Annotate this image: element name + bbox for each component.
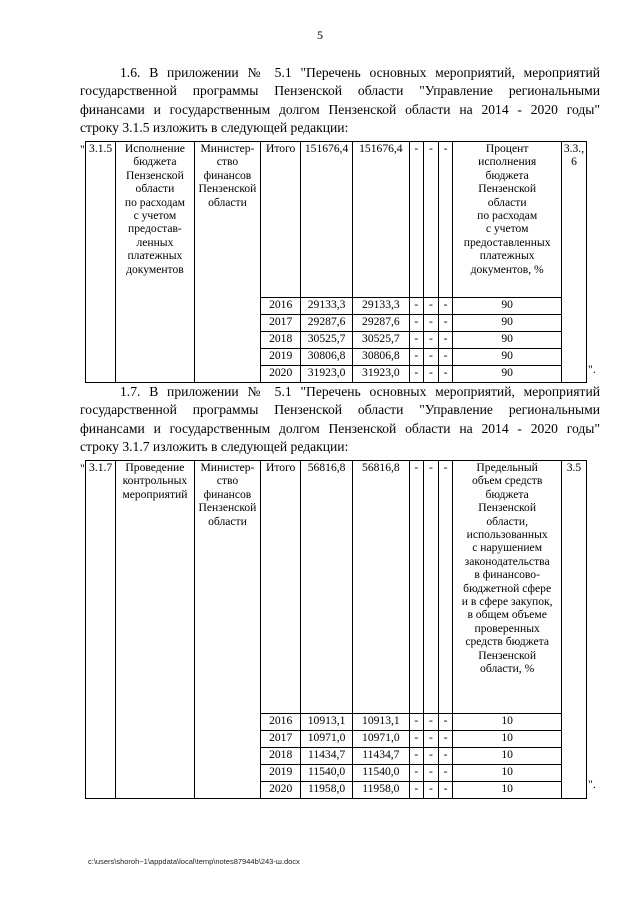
indicator-name: Процент исполнения бюджета Пензенской области по расходам с учетом предоставленных платежных документов, % xyxy=(453,142,562,298)
year: 2018 xyxy=(261,748,301,765)
dash-cell: - xyxy=(424,714,439,731)
dash-cell: - xyxy=(438,461,453,714)
dash-cell: - xyxy=(424,366,439,383)
total-regional: 151676,4 xyxy=(353,142,409,298)
paragraph-line: 1.6. В приложении № 5.1 "Перечень основных мероприятий, мероприятий xyxy=(120,65,600,80)
open-quote: " xyxy=(80,142,85,156)
indicator-value: 10 xyxy=(453,731,562,748)
paragraph-1-7 xyxy=(80,383,600,457)
executor: Министер- ство финансов Пензенской области xyxy=(194,461,261,799)
year: 2019 xyxy=(261,765,301,782)
amount: 29133,3 xyxy=(301,298,353,315)
row-number: 3.1.5 xyxy=(86,142,116,383)
close-quote: ". xyxy=(588,362,596,376)
close-quote: ". xyxy=(588,777,596,791)
year: 2017 xyxy=(261,315,301,332)
indicator-value: 10 xyxy=(453,765,562,782)
paragraph-1-6 xyxy=(80,64,600,138)
dash-cell: - xyxy=(409,731,424,748)
indicator-name: Предельный объем средств бюджета Пензенской области, использованных с нарушением законодательства в финансово- бюджетной сфере и в сфере закупок, в общем объеме проверенных средств бюджета Пензенской области, % xyxy=(453,461,562,714)
amount: 11540,0 xyxy=(301,765,353,782)
year: 2019 xyxy=(261,349,301,366)
year: 2016 xyxy=(261,714,301,731)
indicator-value: 10 xyxy=(453,748,562,765)
total-label: Итого xyxy=(261,461,301,714)
dash-cell: - xyxy=(409,765,424,782)
paragraph-line: финансами и государственным долгом Пензенской области на 2014 - 2020 годы" xyxy=(80,101,600,117)
dash-cell: - xyxy=(409,782,424,799)
amount-regional: 30806,8 xyxy=(353,349,409,366)
dash-cell: - xyxy=(409,349,424,366)
paragraph-line: государственной программы Пензенской области "Управление региональными xyxy=(80,402,600,418)
measure-name: Проведение контрольных мероприятий xyxy=(116,461,194,799)
dash-cell: - xyxy=(424,765,439,782)
link-ref: 3.3., 6 xyxy=(561,142,586,383)
indicator-value: 10 xyxy=(453,782,562,799)
dash-cell: - xyxy=(438,142,453,298)
dash-cell: - xyxy=(409,332,424,349)
dash-cell: - xyxy=(424,782,439,799)
amount: 30806,8 xyxy=(301,349,353,366)
amount-regional: 11540,0 xyxy=(353,765,409,782)
dash-cell: - xyxy=(438,714,453,731)
dash-cell: - xyxy=(438,332,453,349)
dash-cell: - xyxy=(438,315,453,332)
dash-cell: - xyxy=(438,349,453,366)
dash-cell: - xyxy=(424,748,439,765)
year: 2017 xyxy=(261,731,301,748)
dash-cell: - xyxy=(409,366,424,383)
dash-cell: - xyxy=(424,349,439,366)
indicator-value: 90 xyxy=(453,366,562,383)
dash-cell: - xyxy=(409,714,424,731)
table-row-3-1-7 xyxy=(85,460,587,799)
paragraph-line: государственной программы Пензенской области "Управление региональными xyxy=(80,83,600,99)
indicator-value: 10 xyxy=(453,714,562,731)
dash-cell: - xyxy=(438,765,453,782)
paragraph-line: финансами и государственным долгом Пензенской области на 2014 - 2020 годы" xyxy=(80,420,600,436)
dash-cell: - xyxy=(424,731,439,748)
indicator-value: 90 xyxy=(453,349,562,366)
dash-cell: - xyxy=(409,315,424,332)
amount-regional: 29133,3 xyxy=(353,298,409,315)
amount-regional: 11958,0 xyxy=(353,782,409,799)
file-path-footer: c:\users\shoroh~1\appdata\local\temp\notes87944b\243-ш.docx xyxy=(88,857,300,866)
row-number: 3.1.7 xyxy=(86,461,116,799)
open-quote: " xyxy=(80,461,85,475)
total-label: Итого xyxy=(261,142,301,298)
amount: 10913,1 xyxy=(301,714,353,731)
dash-cell: - xyxy=(438,731,453,748)
dash-cell: - xyxy=(438,782,453,799)
amount: 11958,0 xyxy=(301,782,353,799)
page-number: 5 xyxy=(317,28,323,42)
amount-regional: 30525,7 xyxy=(353,332,409,349)
amount: 10971,0 xyxy=(301,731,353,748)
dash-cell: - xyxy=(438,366,453,383)
indicator-value: 90 xyxy=(453,298,562,315)
dash-cell: - xyxy=(409,142,424,298)
dash-cell: - xyxy=(409,461,424,714)
amount-regional: 31923,0 xyxy=(353,366,409,383)
amount-regional: 10971,0 xyxy=(353,731,409,748)
amount-regional: 29287,6 xyxy=(353,315,409,332)
total-regional: 56816,8 xyxy=(353,461,409,714)
paragraph-line: строку 3.1.5 изложить в следующей редакции: xyxy=(80,120,349,136)
executor: Министер- ство финансов Пензенской области xyxy=(194,142,261,383)
year: 2020 xyxy=(261,366,301,383)
year: 2020 xyxy=(261,782,301,799)
dash-cell: - xyxy=(409,298,424,315)
indicator-value: 90 xyxy=(453,315,562,332)
amount: 11434,7 xyxy=(301,748,353,765)
measure-name: Исполнение бюджета Пензенской области по расходам с учетом предостав- ленных платежных документов xyxy=(116,142,194,383)
table-row-3-1-5 xyxy=(85,141,587,383)
dash-cell: - xyxy=(424,332,439,349)
dash-cell: - xyxy=(424,298,439,315)
link-ref: 3.5 xyxy=(561,461,586,799)
dash-cell: - xyxy=(424,461,439,714)
total-amount: 56816,8 xyxy=(301,461,353,714)
year: 2018 xyxy=(261,332,301,349)
dash-cell: - xyxy=(424,142,439,298)
amount-regional: 11434,7 xyxy=(353,748,409,765)
amount-regional: 10913,1 xyxy=(353,714,409,731)
amount: 30525,7 xyxy=(301,332,353,349)
amount: 31923,0 xyxy=(301,366,353,383)
year: 2016 xyxy=(261,298,301,315)
total-amount: 151676,4 xyxy=(301,142,353,298)
dash-cell: - xyxy=(424,315,439,332)
amount: 29287,6 xyxy=(301,315,353,332)
dash-cell: - xyxy=(438,748,453,765)
paragraph-line: 1.7. В приложении № 5.1 "Перечень основных мероприятий, мероприятий xyxy=(120,384,600,399)
paragraph-line: строку 3.1.7 изложить в следующей редакции: xyxy=(80,439,349,455)
dash-cell: - xyxy=(409,748,424,765)
dash-cell: - xyxy=(438,298,453,315)
indicator-value: 90 xyxy=(453,332,562,349)
